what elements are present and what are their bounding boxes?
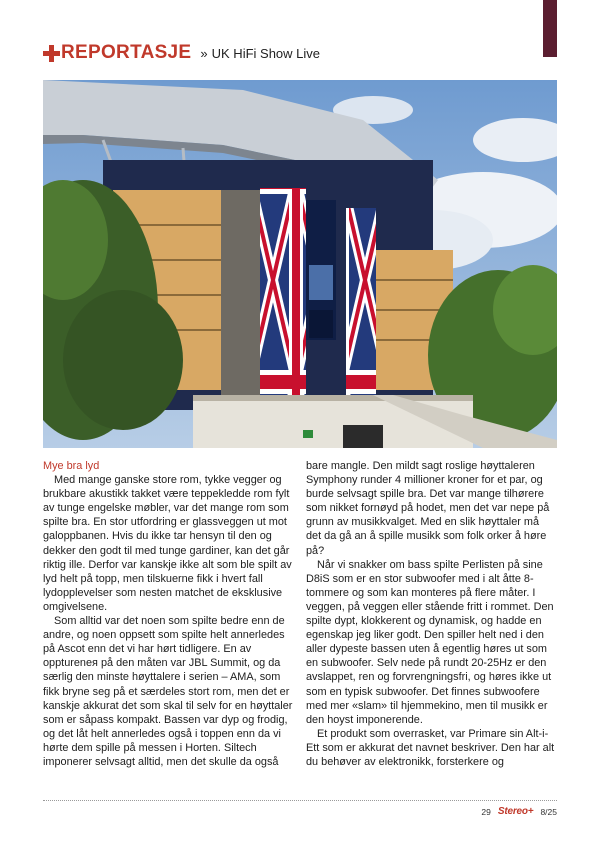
paragraph: bare mangle. Den mildt sagt roslige høyttaleren Symphony runder 4 millioner kroner for et par, og burde selvsagt spille bra. Det var mange tilhørere som nikket fornøyd på hodet, men det var nepe på grunn av musikkvalget. Med en slik høyttaler må det da gå an å spille musikk som folk orker å høre på?: [306, 460, 550, 557]
section-header: [43, 40, 320, 66]
paragraph: Et produkt som overrasket, var Primare sin Alt-i-Ett som er akkurat det navnet beskriver. Den har alt du behøver av elektronikk, forsterkere og: [306, 727, 555, 768]
paragraph: Med mange ganske store rom, tykke vegger og brukbare akustikk takket være teppekledde rom fylt av tunge engelske møbler, var det mange rom som spilte bra. En stor utfordring er glassveggen ut mot galoppbanen. Hvis du ikke tar hensyn til den og dekker den godt til med tunge gardiner, kan det går riktig ille. Derfor var kanskje ikke alt som ble spilt av lyd helt på topp, men tilskuerne fikk i hvert fall lydopplevelser som nesten matchet de eksklusive omgivelsene.: [43, 474, 292, 613]
paragraph: Som alltid var det noen som spilte bedre enn de andre, og noen oppsett som spilte helt annerledes på Ascot enn det vi har hørt tidligere. En av opptureneя på den måten var JBL Summit, og da særlig den minste høyttalere i serien – AMA, som fikk bryne seg på et særdeles stort rom, men det er kanskje akkurat det som skal til selv for en høyttaler som er såpass kompakt. Bassen var dyp og frodig, og det låt helt annerledes også i toppen enn da vi hørte dem spille på messen i Horten. Siltech imponerer selvsagt alltid, men det skulle da også: [43, 615, 293, 768]
article-column-left: [43, 459, 294, 769]
paragraph: Når vi snakker om bass spilte Perlisten på sine D8iS som er en stor subwoofer med i alt åtte 8-tommere og som kan monteres på flere måter. I veggen, på veggen eller stående fritt i rommet. Den spilte dypt, klokkerent og dynamisk, og hadde en egenskap jeg liker godt. Den spiller helt ned i den aller dypeste bassen uten å egentlig høres ut som en subwoofer. Selv nede på rundt 20-25Hz er den avslappet, ren og forvrengningsfri, og høres ikke ut som en typisk subwoofer. Det finnes subwoofere med mer «slam» til hjemmekino, men til musikk er den hoyst imponerende.: [306, 558, 554, 726]
corner-tab: [543, 0, 557, 57]
article-subheading: Mye bra lyd: [43, 460, 100, 472]
subsection-title: UK HiFi Show Live: [211, 45, 321, 61]
section-title: REPORTASJE: [61, 42, 192, 63]
ascot-grandstand-photo: [43, 80, 557, 448]
page-footer: [481, 806, 557, 817]
breadcrumb-separator: »: [200, 45, 208, 61]
page-number: 29: [481, 806, 491, 817]
plus-icon: [43, 45, 60, 62]
magazine-logo: Stereo+: [497, 806, 534, 817]
issue-number: 8/25: [540, 806, 557, 817]
footer-divider: [43, 800, 557, 801]
article-column-right: [306, 459, 557, 769]
